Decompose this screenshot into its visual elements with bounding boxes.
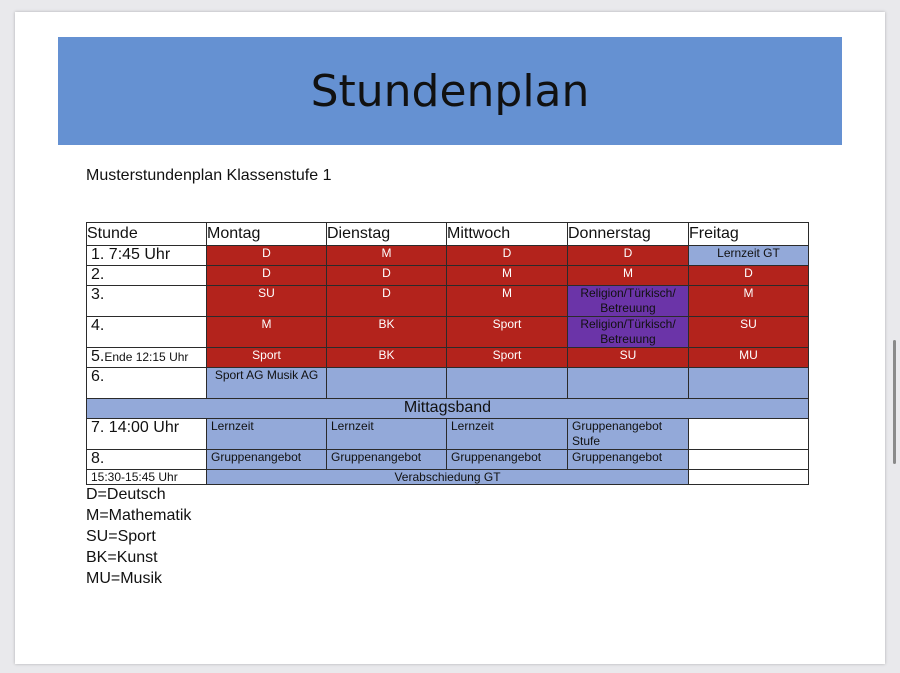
- lesson-cell: [689, 419, 809, 450]
- table-row: [87, 419, 809, 450]
- lesson-cell: M: [207, 317, 327, 348]
- lesson-cell: D: [327, 266, 447, 286]
- lesson-cell: M: [447, 286, 568, 317]
- lesson-cell: [327, 368, 447, 399]
- lesson-cell: M: [689, 286, 809, 317]
- lesson-cell: Religion/Türkisch/ Betreuung: [568, 317, 689, 348]
- period-cell: 6.: [87, 368, 207, 399]
- lesson-cell: [689, 368, 809, 399]
- lesson-cell: Sport: [447, 348, 568, 368]
- lesson-cell: M: [447, 266, 568, 286]
- lesson-cell: Lernzeit GT: [689, 246, 809, 266]
- lesson-cell: D: [327, 286, 447, 317]
- lesson-cell: Gruppenangebot: [207, 450, 327, 470]
- lesson-cell: Gruppenangebot: [568, 450, 689, 470]
- period-cell: 7. 14:00 Uhr: [87, 419, 207, 450]
- header-cell-donnerstag: Donnerstag: [568, 223, 689, 246]
- header-cell-dienstag: Dienstag: [327, 223, 447, 246]
- lesson-cell: D: [689, 266, 809, 286]
- table-row-band: [87, 399, 809, 419]
- lesson-cell: Lernzeit: [447, 419, 568, 450]
- lesson-cell: [568, 368, 689, 399]
- empty-cell: [689, 470, 809, 485]
- legend-item: MU=Musik: [86, 570, 163, 587]
- legend-item: D=Deutsch: [86, 486, 166, 503]
- table-row: [87, 286, 809, 317]
- period-cell: 3.: [87, 286, 207, 317]
- lesson-cell: SU: [689, 317, 809, 348]
- table-row: [87, 348, 809, 368]
- lesson-cell: Religion/Türkisch/ Betreuung: [568, 286, 689, 317]
- period-cell: 15:30-15:45 Uhr: [87, 470, 207, 485]
- table-header-row: [87, 223, 809, 246]
- mittagsband-cell: Mittagsband: [87, 399, 809, 419]
- lesson-cell: M: [568, 266, 689, 286]
- lesson-cell: Gruppenangebot: [327, 450, 447, 470]
- table-row: [87, 246, 809, 266]
- lesson-cell: Sport: [207, 348, 327, 368]
- lesson-cell: D: [207, 266, 327, 286]
- lesson-cell: Gruppenangebot Stufe: [568, 419, 689, 450]
- lesson-cell: Sport: [447, 317, 568, 348]
- period-note: Ende 12:15 Uhr: [104, 350, 189, 364]
- table-row: [87, 450, 809, 470]
- lesson-cell: SU: [207, 286, 327, 317]
- header-cell-mittwoch: Mittwoch: [447, 223, 568, 246]
- header-cell-stunde: Stunde: [87, 223, 207, 246]
- period-cell: 8.: [87, 450, 207, 470]
- table-row: [87, 470, 809, 485]
- page-subtitle: Musterstundenplan Klassenstufe 1: [86, 167, 332, 184]
- page-title: Stundenplan: [58, 37, 842, 145]
- lesson-cell: [689, 450, 809, 470]
- legend-item: SU=Sport: [86, 528, 156, 545]
- timetable: [86, 222, 809, 485]
- lesson-cell: Sport AG Musik AG: [207, 368, 327, 399]
- period-cell: 1. 7:45 Uhr: [87, 246, 207, 266]
- verabschiedung-cell: Verabschiedung GT: [207, 470, 689, 485]
- lesson-cell: M: [327, 246, 447, 266]
- legend: [86, 484, 191, 589]
- lesson-cell: MU: [689, 348, 809, 368]
- period-number: 5.: [91, 348, 105, 365]
- lesson-cell: Gruppenangebot: [447, 450, 568, 470]
- lesson-cell: D: [207, 246, 327, 266]
- legend-item: M=Mathematik: [86, 507, 192, 524]
- lesson-cell: Lernzeit: [207, 419, 327, 450]
- lesson-cell: BK: [327, 317, 447, 348]
- period-cell: 2.: [87, 266, 207, 286]
- lesson-cell: Lernzeit: [327, 419, 447, 450]
- lesson-cell: [447, 368, 568, 399]
- table-row: [87, 266, 809, 286]
- lesson-cell: SU: [568, 348, 689, 368]
- header-cell-freitag: Freitag: [689, 223, 809, 246]
- period-cell: [87, 348, 207, 368]
- period-cell: 4.: [87, 317, 207, 348]
- lesson-cell: D: [447, 246, 568, 266]
- lesson-cell: D: [568, 246, 689, 266]
- table-row: [87, 317, 809, 348]
- legend-item: BK=Kunst: [86, 549, 158, 566]
- vertical-scrollbar[interactable]: [893, 340, 896, 464]
- lesson-cell: BK: [327, 348, 447, 368]
- header-cell-montag: Montag: [207, 223, 327, 246]
- table-row: [87, 368, 809, 399]
